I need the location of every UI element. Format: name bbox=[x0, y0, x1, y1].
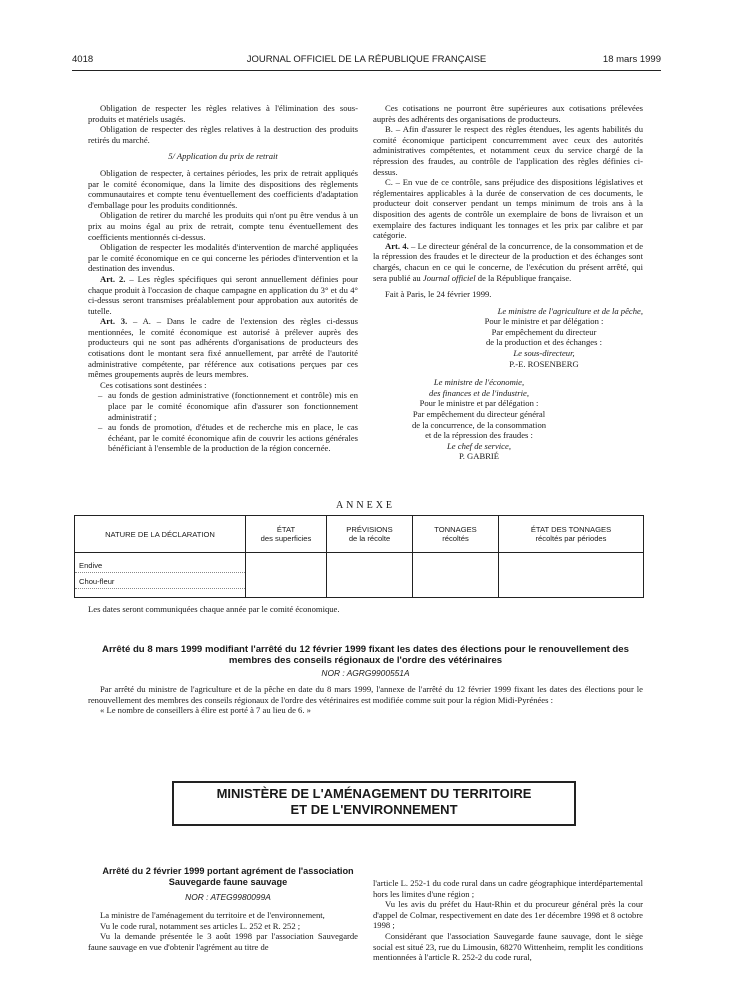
paragraph: « Le nombre de conseillers à élire est porté à 7 au lieu de 6. » bbox=[100, 705, 311, 716]
column-header: PRÉVISIONS de la récolte bbox=[327, 516, 413, 553]
done-at: Fait à Paris, le 24 février 1999. bbox=[385, 289, 492, 300]
paragraph: Vu la demande présentée le 3 août 1998 par l'association Sauvegarde faune sauvage en vue d'obtenir l'agrément au titre de bbox=[88, 931, 358, 952]
table-cell bbox=[499, 553, 644, 598]
signatory-title: Le ministre de l'économie, bbox=[433, 377, 525, 388]
paragraph: La ministre de l'aménagement du territoire et de l'environnement, bbox=[100, 910, 325, 920]
table-cell bbox=[246, 553, 327, 598]
journal-ref: Journal officiel bbox=[422, 272, 476, 283]
paragraph: l'article L. 252-1 du code rural dans un cadre géographique interdépartemental hors les limites d'une région ; bbox=[373, 878, 643, 899]
article-text: – A. – Dans le cadre de l'extension des règles ci-dessus mentionnées, le comité économique est autorisé à prélever auprès des producteurs qui ne sont pas adhérents d'organisations de producteurs des cotisations dont le montant sera fixé annuellement, par arrêté de l'autorité administrative compétente, par référence aux cotisations perçues par ces mêmes groupements auprès de leurs membres. bbox=[88, 316, 359, 380]
table-header-row bbox=[75, 516, 644, 553]
ministry-box bbox=[172, 781, 576, 826]
article-label: Art. 2. bbox=[100, 273, 126, 284]
paragraph: Obligation de respecter, à certaines périodes, les prix de retrait appliqués par le comité économique, dans la limite des dispositions des règlements communautaires et compte tenu éventuellement des coefficients d'adaptation d'emballage pour les produits conditionnés. bbox=[88, 167, 358, 210]
list-item: – au fonds de gestion administrative (fonctionnement et contrôle) mis en place par le comité économique afin d'assurer son fonctionnement administratif ; bbox=[100, 390, 358, 422]
left-column bbox=[88, 103, 358, 454]
paragraph: C. – En vue de ce contrôle, sans préjudice des dispositions législatives et réglementaires applicables à la durée de conservation de ces documents, le producteur doit conserver pendant un temps minimum de trois ans à la disposition des agents de contrôle un exemplaire de bons de livraison et un exemplaire des factures indiquant les tonnages et les prix par calibre et par catégorie. bbox=[373, 177, 643, 241]
column-header: TONNAGES récoltés bbox=[413, 516, 499, 553]
table-cell bbox=[413, 553, 499, 598]
row-label: Endive bbox=[75, 557, 245, 573]
signature-line: de la production et des échanges : bbox=[486, 337, 602, 348]
paragraph: B. – Afin d'assurer le respect des règles étendues, les agents habilités du comité économique participent concurremment avec ceux des autorités administratives compétentes, et notamment ceux du service chargé de la répression des fraudes, au contrôle de l'application des règles définies ci-dessus. bbox=[373, 124, 643, 177]
paragraph: Obligation de respecter les modalités d'intervention de marché appliquées par le comité économique en ce qui concerne les périodes d'intervention et la destination des invendus. bbox=[88, 242, 358, 274]
header-rule bbox=[72, 70, 661, 71]
annexe-note: Les dates seront communiquées chaque année par le comité économique. bbox=[88, 604, 340, 614]
paragraph: Vu le code rural, notamment ses articles L. 252 et R. 252 ; bbox=[100, 920, 301, 931]
table-row bbox=[75, 553, 644, 598]
ministry-line: ET DE L'ENVIRONNEMENT bbox=[290, 802, 458, 817]
arrete-nor: NOR : AGRG9900551A bbox=[321, 668, 410, 678]
arrete-body bbox=[88, 684, 643, 716]
list-item: – au fonds de promotion, d'études et de recherche mis en place, le cas échéant, par le comité économique afin de couvrir les actions générales bénéficiant à l'ensemble de la production de la région concernée. bbox=[100, 422, 358, 454]
signature-line: et de la répression des fraudes : bbox=[425, 430, 533, 441]
row-label: Chou-fleur bbox=[75, 573, 245, 589]
signature-block-1 bbox=[373, 306, 643, 370]
annexe-title: ANNEXE bbox=[335, 500, 396, 511]
article-label: Art. 3. bbox=[100, 316, 128, 327]
ministry-line: MINISTÈRE DE L'AMÉNAGEMENT DU TERRITOIRE bbox=[216, 786, 532, 801]
signatory-title: Le ministre de l'agriculture et de la pêche, bbox=[497, 305, 643, 316]
paragraph: Par arrêté du ministre de l'agriculture et de la pêche en date du 8 mars 1999, l'annexe de l'arrêté du 12 février 1999 fixant les dates des élections pour le renouvellement des membres des conseils régionaux de l'ordre des vétérinaires est modifiée comme suit pour la région Midi-Pyrénées : bbox=[88, 684, 643, 705]
page-header bbox=[72, 54, 661, 68]
article-4 bbox=[373, 241, 643, 283]
article-text: – Le directeur général de la concurrence, de la consommation et de la répression des fraudes et le directeur de la production et des échanges sont chargés, chacun en ce qui le concerne, de l'exécution du présent arrêté, qui sera publié au bbox=[373, 240, 644, 283]
page-number: 4018 bbox=[72, 54, 94, 65]
column-header: ÉTAT des superficies bbox=[246, 516, 327, 553]
annexe-table bbox=[74, 515, 644, 598]
paragraph: Vu les avis du préfet du Haut-Rhin et du procureur général près la cour d'appel de Colmar, respectivement en date des 1er décembre 1998 et 8 octobre 1998 ; bbox=[373, 899, 643, 931]
signature-line: de la concurrence, de la consommation bbox=[411, 419, 547, 430]
article-2 bbox=[88, 274, 358, 316]
right-column-bottom bbox=[373, 878, 643, 963]
signature-line: Pour le ministre et par délégation : bbox=[484, 316, 604, 327]
journal-title: JOURNAL OFFICIEL DE LA RÉPUBLIQUE FRANÇAISE bbox=[246, 54, 487, 65]
arrete-title: Arrêté du 2 février 1999 portant agrément de l'association Sauvegarde faune sauvage bbox=[102, 866, 354, 887]
list bbox=[88, 390, 358, 454]
signatory-name: P.-E. ROSENBERG bbox=[509, 358, 579, 369]
column-header: ÉTAT DES TONNAGES récoltés par périodes bbox=[499, 516, 644, 553]
signatory-name: P. GABRIÉ bbox=[458, 451, 500, 462]
signature-line: Le sous-directeur, bbox=[513, 348, 575, 359]
paragraph: Obligation de respecter des règles relatives à la destruction des produits retirés du marché. bbox=[88, 124, 358, 145]
paragraph: Obligation de respecter les règles relatives à l'élimination des sous-produits et matériels usagés. bbox=[88, 103, 358, 124]
article-label: Art. 4. bbox=[385, 240, 409, 251]
paragraph: Ces cotisations ne pourront être supérieures aux cotisations prélevées auprès des adhérents des organisations de producteurs. bbox=[373, 103, 643, 124]
signature-line: Pour le ministre et par délégation : bbox=[419, 398, 539, 409]
table-cell bbox=[75, 553, 246, 598]
signature-line: Par empêchement du directeur général bbox=[412, 409, 546, 420]
paragraph: Obligation de retirer du marché les produits qui n'ont pu être vendus à un prix au moins égal au prix de retrait, compte tenu éventuellement des coefficients mentionnés ci-dessus. bbox=[88, 210, 358, 242]
issue-date: 18 mars 1999 bbox=[602, 54, 661, 65]
signature-block-2 bbox=[373, 377, 573, 462]
section-heading: 5/ Application du prix de retrait bbox=[168, 151, 278, 162]
signature-line: Par empêchement du directeur bbox=[491, 326, 597, 337]
paragraph: Considérant que l'association Sauvegarde faune sauvage, dont le siège social est situé 23, rue du Limousin, 68270 Wittenheim, remplit les conditions mentionnées à l'article R. 252-2 du code rural, bbox=[373, 930, 643, 963]
signature-line: Le chef de service, bbox=[447, 440, 511, 451]
article-3 bbox=[88, 316, 358, 380]
column-header: NATURE DE LA DÉCLARATION bbox=[75, 516, 246, 553]
left-column-bottom bbox=[88, 910, 358, 952]
paragraph: Ces cotisations sont destinées : bbox=[100, 379, 207, 390]
article-text: – Les règles spécifiques qui seront annuellement définies pour chaque produit à l'occasion de chaque campagne en application du 3° et du 4° ci-dessus seront transmises préalablement pour approbation aux autorités de tutelle. bbox=[88, 273, 359, 316]
right-column bbox=[373, 103, 643, 462]
table-cell bbox=[327, 553, 413, 598]
arrete-nor: NOR : ATEG9980099A bbox=[185, 892, 271, 902]
article-text-end: de la République française. bbox=[475, 272, 572, 283]
arrete-title: Arrêté du 8 mars 1999 modifiant l'arrêté du 12 février 1999 fixant les dates des élections pour le renouvellement des membres des conseils régionaux de l'ordre des vétérinaires bbox=[102, 644, 629, 666]
signatory-title: des finances et de l'industrie, bbox=[429, 387, 529, 398]
